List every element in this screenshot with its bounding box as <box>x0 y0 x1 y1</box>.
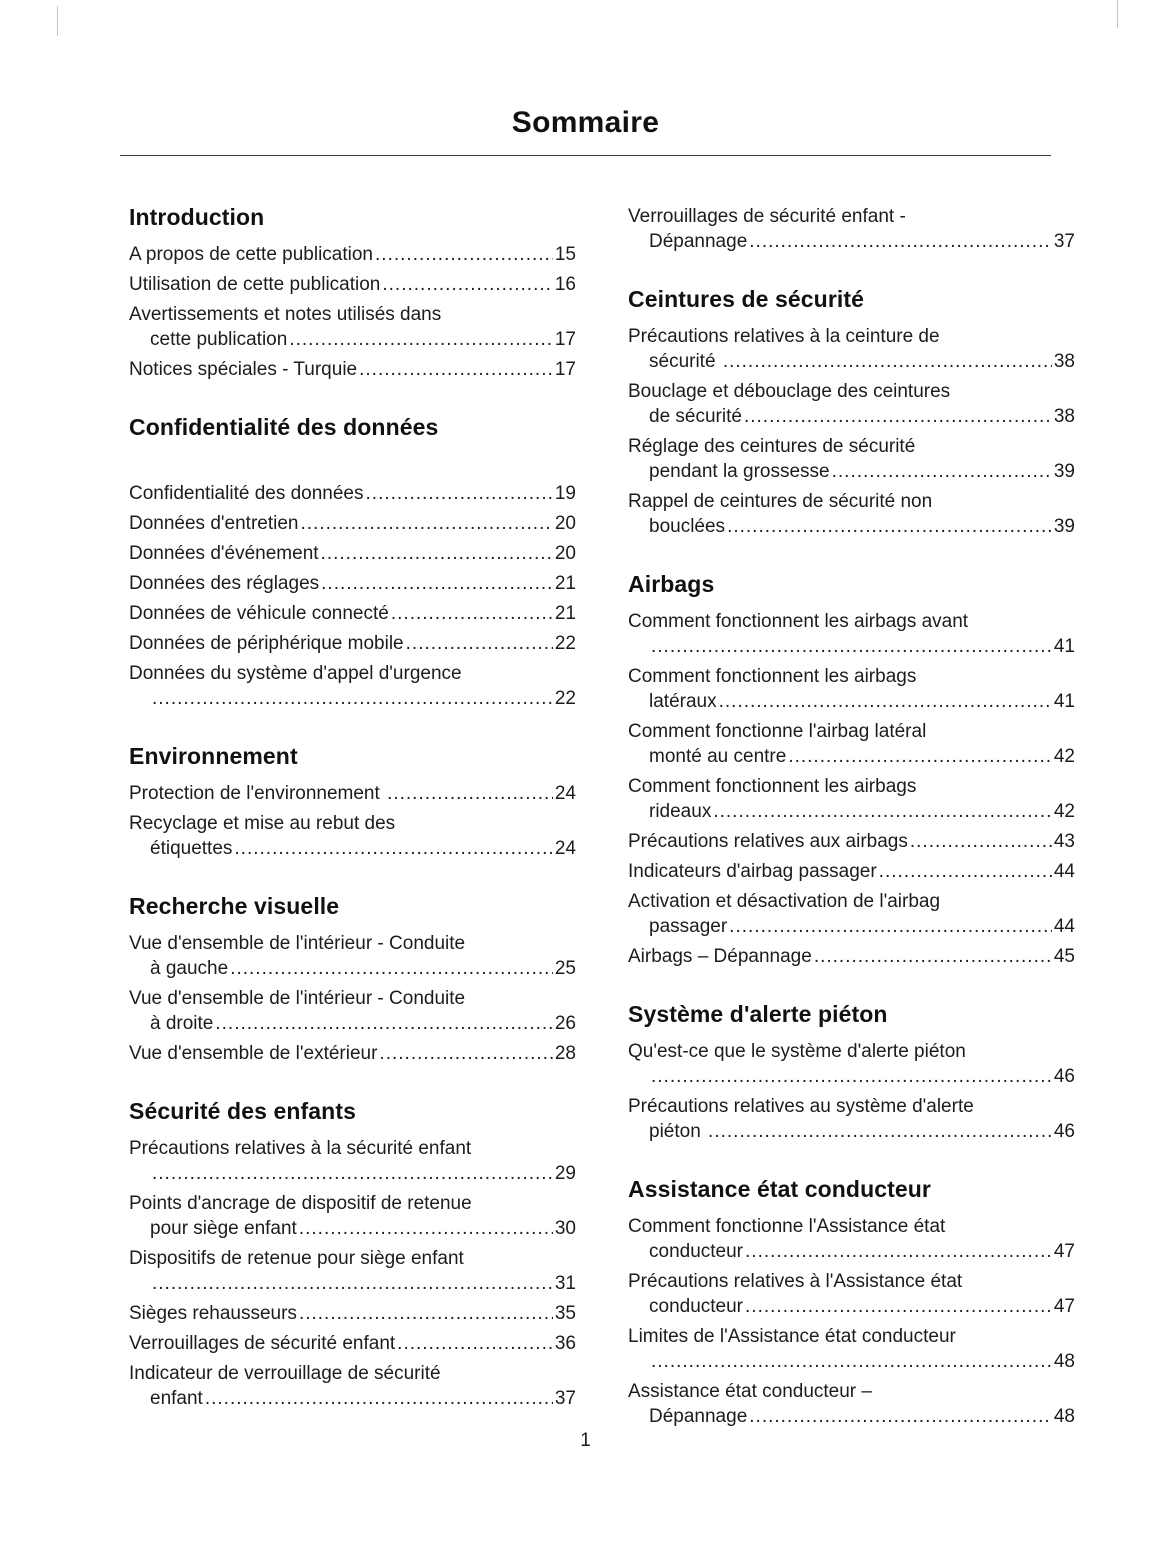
section-heading: Airbags <box>628 571 715 597</box>
toc-section <box>129 743 576 861</box>
toc-entry[interactable] <box>129 1301 576 1326</box>
toc-entry-text: Précautions relatives à l'Assistance état <box>628 1271 963 1292</box>
toc-entry-text: piéton <box>649 1121 707 1142</box>
toc-entry-line <box>628 719 1075 744</box>
toc-entry[interactable] <box>129 931 576 981</box>
toc-entry-line <box>628 889 1075 914</box>
toc-entry-line <box>129 1331 576 1356</box>
toc-section <box>628 571 1075 969</box>
toc-page-ref: 17 <box>554 359 576 380</box>
toc-entry-line <box>628 1064 1075 1089</box>
toc-entry[interactable] <box>129 481 576 506</box>
toc-entry-line <box>129 302 576 327</box>
dot-leader <box>382 272 552 297</box>
section-heading: Système d'alerte piéton <box>628 1001 888 1027</box>
toc-entry[interactable] <box>129 1136 576 1186</box>
toc-entry[interactable] <box>628 434 1075 484</box>
toc-page-ref: 26 <box>554 1013 576 1034</box>
toc-entry[interactable] <box>129 302 576 352</box>
toc-page-ref: 38 <box>1053 406 1075 427</box>
toc-entry-line <box>628 204 1075 229</box>
toc-entry[interactable] <box>129 811 576 861</box>
toc-entry-line <box>129 1136 576 1161</box>
dot-leader <box>152 1161 553 1186</box>
toc-page-ref: 46 <box>1053 1121 1075 1142</box>
toc-entry-text: Comment fonctionne l'airbag latéral <box>628 721 927 742</box>
toc-entry-line <box>129 1301 576 1326</box>
toc-entry-line <box>628 744 1075 769</box>
toc-page-ref: 17 <box>554 329 576 350</box>
toc-entry-line <box>129 661 576 686</box>
toc-page-ref: 37 <box>554 1388 576 1409</box>
dot-leader <box>719 689 1052 714</box>
toc-entry-line <box>628 349 1075 374</box>
toc-entry[interactable] <box>628 324 1075 374</box>
dot-leader <box>321 571 553 596</box>
toc-page-ref: 21 <box>554 573 576 594</box>
toc-entry[interactable] <box>628 379 1075 429</box>
toc-entry-line <box>129 631 576 656</box>
dot-leader <box>879 859 1052 884</box>
toc-entry-line <box>628 459 1075 484</box>
dot-leader <box>230 956 553 981</box>
toc-section <box>628 1176 1075 1429</box>
dot-leader <box>379 1041 552 1066</box>
toc-entry-text: Dépannage <box>649 1406 748 1427</box>
dot-leader <box>152 1271 553 1296</box>
toc-entry-text: Points d'ancrage de dispositif de retenue <box>129 1193 472 1214</box>
toc-page-ref: 24 <box>554 783 576 804</box>
toc-entry-line <box>129 541 576 566</box>
toc-section <box>628 1001 1075 1144</box>
toc-section <box>628 204 1075 254</box>
toc-page-ref: 37 <box>1053 231 1075 252</box>
toc-entry-text: enfant <box>150 1388 203 1409</box>
toc-entry-text: Qu'est-ce que le système d'alerte piéton <box>628 1041 966 1062</box>
toc-entry-text: Dispositifs de retenue pour siège enfant <box>129 1248 464 1269</box>
toc-entry-line <box>129 357 576 382</box>
dot-leader <box>299 1216 553 1241</box>
toc-section <box>129 414 576 711</box>
section-heading: Sécurité des enfants <box>129 1098 356 1124</box>
dot-leader <box>832 459 1052 484</box>
toc-entry-text: passager <box>649 916 728 937</box>
toc-page-ref: 21 <box>554 603 576 624</box>
toc-entry-text: Verrouillages de sécurité enfant - <box>628 206 906 227</box>
toc-entry-text: Sièges rehausseurs <box>129 1303 297 1324</box>
toc-entry-text: Précautions relatives au système d'alerte <box>628 1096 974 1117</box>
dot-leader <box>397 1331 553 1356</box>
toc-page-ref: 46 <box>1053 1066 1075 1087</box>
toc-entry-line <box>628 1214 1075 1239</box>
crop-mark-right <box>1117 0 1118 28</box>
toc-entry-line <box>628 1324 1075 1349</box>
toc-entry-text: cette publication <box>150 329 288 350</box>
dot-leader <box>749 229 1052 254</box>
toc-entry[interactable] <box>129 272 576 297</box>
toc-entry-line <box>129 836 576 861</box>
toc-page-ref: 20 <box>554 543 576 564</box>
toc-entry[interactable] <box>628 719 1075 769</box>
toc-entry-text: Données des réglages <box>129 573 320 594</box>
toc-entry-line <box>129 1271 576 1296</box>
toc-entry-text: Assistance état conducteur – <box>628 1381 872 1402</box>
toc-entry[interactable] <box>628 774 1075 824</box>
dot-leader <box>788 744 1052 769</box>
toc-entry-line <box>129 1386 576 1411</box>
toc-page-ref: 22 <box>554 688 576 709</box>
dot-leader <box>745 1294 1052 1319</box>
toc-entry[interactable] <box>129 1246 576 1296</box>
toc-entry[interactable] <box>129 1331 576 1356</box>
toc-entry-line <box>129 242 576 267</box>
toc-entry-line <box>129 1216 576 1241</box>
toc-entry-line <box>129 481 576 506</box>
dot-leader <box>406 631 553 656</box>
section-heading: Environnement <box>129 743 298 769</box>
toc-entry-line <box>628 379 1075 404</box>
dot-leader <box>300 511 552 536</box>
toc-entry[interactable] <box>129 1191 576 1241</box>
dot-leader <box>299 1301 553 1326</box>
toc-entry-line <box>628 489 1075 514</box>
toc-page-ref: 16 <box>554 274 576 295</box>
section-heading: Assistance état conducteur <box>628 1176 931 1202</box>
toc-entry-line <box>129 686 576 711</box>
toc-entry[interactable] <box>129 781 576 806</box>
dot-leader <box>321 541 553 566</box>
toc-entry[interactable] <box>129 661 576 711</box>
toc-entry-line <box>129 811 576 836</box>
toc-entry-text: Vue d'ensemble de l'extérieur <box>129 1043 378 1064</box>
toc-entry-text: à gauche <box>150 958 229 979</box>
toc-page-ref: 36 <box>554 1333 576 1354</box>
section-heading: Ceintures de sécurité <box>628 286 865 312</box>
toc-page-ref: 39 <box>1053 516 1075 537</box>
dot-leader <box>651 1349 1052 1374</box>
toc-page-ref: 38 <box>1053 351 1075 372</box>
toc-entry-text: Indicateurs d'airbag passager <box>628 861 877 882</box>
toc-entry-line <box>628 609 1075 634</box>
dot-leader <box>387 781 553 806</box>
toc-entry-line <box>129 1161 576 1186</box>
toc-entry-line <box>628 1349 1075 1374</box>
dot-leader <box>744 404 1052 429</box>
toc-entry-text: Vue d'ensemble de l'intérieur - Conduite <box>129 933 466 954</box>
toc-entry-line <box>129 1361 576 1386</box>
toc-entry-line <box>628 1119 1075 1144</box>
toc-entry-text: Comment fonctionnent les airbags <box>628 776 917 797</box>
section-heading: Recherche visuelle <box>129 893 340 919</box>
toc-entry-line <box>129 327 576 352</box>
toc-entry[interactable] <box>628 489 1075 539</box>
toc-entry-line <box>628 514 1075 539</box>
toc-entry-text: de sécurité <box>649 406 742 427</box>
toc-entry-line <box>628 434 1075 459</box>
toc-entry[interactable] <box>628 1379 1075 1429</box>
toc-entry-line <box>129 956 576 981</box>
toc-entry-text: Activation et désactivation de l'airbag <box>628 891 941 912</box>
toc-entry[interactable] <box>129 631 576 656</box>
toc-entry-line <box>129 986 576 1011</box>
toc-entry-line <box>129 1041 576 1066</box>
toc-page-ref: 48 <box>1053 1351 1075 1372</box>
toc-page-ref: 30 <box>554 1218 576 1239</box>
toc-entry-line <box>628 1094 1075 1119</box>
toc-page-ref: 15 <box>554 244 576 265</box>
dot-leader <box>366 481 553 506</box>
toc-entry[interactable] <box>129 357 576 382</box>
dot-leader <box>713 799 1052 824</box>
toc-entry-text: Précautions relatives à la ceinture de <box>628 326 940 347</box>
toc-entry[interactable] <box>628 609 1075 659</box>
toc-entry-text: à droite <box>150 1013 214 1034</box>
toc-entry-line <box>628 774 1075 799</box>
toc-entry[interactable] <box>628 1214 1075 1264</box>
toc-entry-line <box>129 1191 576 1216</box>
section-heading: Confidentialité des données <box>129 414 439 440</box>
toc-entry-text: conducteur <box>649 1241 744 1262</box>
toc-entry-text: Recyclage et mise au rebut des <box>129 813 396 834</box>
toc-entry-text: rideaux <box>649 801 712 822</box>
toc-entry-text: Réglage des ceintures de sécurité <box>628 436 916 457</box>
page-number: 1 <box>580 1430 591 1451</box>
toc-entry-text: Comment fonctionne l'Assistance état <box>628 1216 946 1237</box>
toc-entry-line <box>628 914 1075 939</box>
toc-entry-line <box>628 1404 1075 1429</box>
dot-leader <box>727 514 1052 539</box>
toc-entry[interactable] <box>628 829 1075 854</box>
dot-leader <box>749 1404 1052 1429</box>
toc-entry-text: Avertissements et notes utilisés dans <box>129 304 442 325</box>
toc-section <box>129 204 576 382</box>
toc-entry[interactable] <box>628 1039 1075 1089</box>
toc-entry-text: conducteur <box>649 1296 744 1317</box>
toc-entry-text: Protection de l'environnement <box>129 783 386 804</box>
toc-entry[interactable] <box>628 664 1075 714</box>
toc-entry-text: Données de périphérique mobile <box>129 633 404 654</box>
toc-page-ref: 44 <box>1053 861 1075 882</box>
toc-page-ref: 47 <box>1053 1241 1075 1262</box>
dot-leader <box>391 601 553 626</box>
toc-entry-text: Confidentialité des données <box>129 483 364 504</box>
toc-page-ref: 41 <box>1053 691 1075 712</box>
toc-entry[interactable] <box>129 242 576 267</box>
toc-entry-text: Précautions relatives à la sécurité enfant <box>129 1138 472 1159</box>
toc-entry-text: monté au centre <box>649 746 787 767</box>
toc-column-2 <box>628 204 1075 1434</box>
toc-entry-text: Précautions relatives aux airbags <box>628 831 908 852</box>
toc-page-ref: 24 <box>554 838 576 859</box>
toc-entry[interactable] <box>628 889 1075 939</box>
toc-page-ref: 25 <box>554 958 576 979</box>
toc-entry-text: étiquettes <box>150 838 233 859</box>
toc-entry-text: sécurité <box>649 351 721 372</box>
toc-page-ref: 39 <box>1053 461 1075 482</box>
dot-leader <box>234 836 552 861</box>
toc-page-ref: 48 <box>1053 1406 1075 1427</box>
toc-page-ref: 35 <box>554 1303 576 1324</box>
dot-leader <box>152 686 553 711</box>
toc-entry-text: Verrouillages de sécurité enfant <box>129 1333 396 1354</box>
dot-leader <box>651 1064 1052 1089</box>
toc-entry-text: Utilisation de cette publication <box>129 274 381 295</box>
toc-entry[interactable] <box>129 541 576 566</box>
toc-entry-text: Bouclage et débouclage des ceintures <box>628 381 951 402</box>
toc-entry[interactable] <box>129 511 576 536</box>
toc-entry-line <box>129 781 576 806</box>
toc-entry-line <box>628 944 1075 969</box>
toc-column-1 <box>129 204 576 1434</box>
toc-entry[interactable] <box>129 1041 576 1066</box>
toc-entry-line <box>628 229 1075 254</box>
toc-entry[interactable] <box>628 1269 1075 1319</box>
toc-entry[interactable] <box>628 1094 1075 1144</box>
toc-section <box>129 893 576 1066</box>
toc-entry-line <box>628 324 1075 349</box>
toc-page-ref: 22 <box>554 633 576 654</box>
toc-entry-line <box>628 689 1075 714</box>
toc-page-ref: 41 <box>1053 636 1075 657</box>
toc-page-ref: 44 <box>1053 916 1075 937</box>
toc-entry-line <box>628 1294 1075 1319</box>
toc-entry-line <box>628 634 1075 659</box>
toc-entry-text: Données d'événement <box>129 543 319 564</box>
toc-entry-text: pour siège enfant <box>150 1218 297 1239</box>
toc-entry-line <box>628 1269 1075 1294</box>
dot-leader <box>814 944 1052 969</box>
toc-page-ref: 19 <box>554 483 576 504</box>
toc-entry-line <box>628 799 1075 824</box>
toc-entry[interactable] <box>129 1361 576 1411</box>
toc-entry[interactable] <box>129 571 576 596</box>
dot-leader <box>708 1119 1052 1144</box>
dot-leader <box>723 349 1052 374</box>
toc-page-ref: 20 <box>554 513 576 534</box>
toc-entry-line <box>129 272 576 297</box>
toc-entry-text: pendant la grossesse <box>649 461 830 482</box>
toc-entry-text: Rappel de ceintures de sécurité non <box>628 491 933 512</box>
page-title: Sommaire <box>511 106 660 139</box>
toc-entry-text: Comment fonctionnent les airbags avant <box>628 611 969 632</box>
toc-page-ref: 43 <box>1053 831 1075 852</box>
toc-entry-line <box>628 1239 1075 1264</box>
dot-leader <box>359 357 553 382</box>
toc-entry-line <box>628 829 1075 854</box>
toc-section <box>129 1098 576 1411</box>
toc-entry-line <box>628 1039 1075 1064</box>
toc-entry-text: Limites de l'Assistance état conducteur <box>628 1326 956 1347</box>
toc-entry-text: Données de véhicule connecté <box>129 603 389 624</box>
toc-entry-line <box>129 601 576 626</box>
toc-entry[interactable] <box>628 204 1075 254</box>
toc-entry-line <box>129 511 576 536</box>
toc-entry-text: bouclées <box>649 516 726 537</box>
dot-leader <box>375 242 553 267</box>
toc-page-ref: 42 <box>1053 746 1075 767</box>
toc-entry[interactable] <box>628 1324 1075 1374</box>
dot-leader <box>215 1011 552 1036</box>
dot-leader <box>910 829 1052 854</box>
dot-leader <box>205 1386 553 1411</box>
crop-mark-left <box>57 6 58 36</box>
dot-leader <box>289 327 553 352</box>
toc-entry[interactable] <box>129 601 576 626</box>
toc-page-ref: 47 <box>1053 1296 1075 1317</box>
toc-entry-line <box>129 571 576 596</box>
toc-entry[interactable] <box>628 859 1075 884</box>
toc-entry[interactable] <box>129 986 576 1036</box>
toc-page-ref: 31 <box>554 1273 576 1294</box>
toc-entry-text: Comment fonctionnent les airbags <box>628 666 917 687</box>
dot-leader <box>651 634 1052 659</box>
toc-page-ref: 42 <box>1053 801 1075 822</box>
dot-leader <box>745 1239 1052 1264</box>
toc-entry-text: Indicateur de verrouillage de sécurité <box>129 1363 441 1384</box>
toc-section <box>628 286 1075 539</box>
section-heading: Introduction <box>129 204 265 230</box>
dot-leader <box>729 914 1052 939</box>
toc-page-ref: 29 <box>554 1163 576 1184</box>
toc-entry-text: latéraux <box>649 691 717 712</box>
toc-entry[interactable] <box>628 944 1075 969</box>
toc-entry-line <box>628 1379 1075 1404</box>
toc-page-ref: 45 <box>1053 946 1075 967</box>
toc-entry-text: Données du système d'appel d'urgence <box>129 663 462 684</box>
toc-columns <box>0 156 1171 1434</box>
toc-entry-line <box>628 859 1075 884</box>
toc-entry-line <box>628 404 1075 429</box>
toc-entry-text: Données d'entretien <box>129 513 299 534</box>
toc-entry-text: Vue d'ensemble de l'intérieur - Conduite <box>129 988 466 1009</box>
toc-entry-text: Dépannage <box>649 231 748 252</box>
toc-entry-text: Airbags – Dépannage <box>628 946 812 967</box>
toc-entry-line <box>129 1011 576 1036</box>
toc-entry-text: A propos de cette publication <box>129 244 374 265</box>
toc-page-ref: 28 <box>554 1043 576 1064</box>
toc-entry-text: Notices spéciales - Turquie <box>129 359 358 380</box>
toc-entry-line <box>129 931 576 956</box>
toc-entry-line <box>628 664 1075 689</box>
toc-entry-line <box>129 1246 576 1271</box>
